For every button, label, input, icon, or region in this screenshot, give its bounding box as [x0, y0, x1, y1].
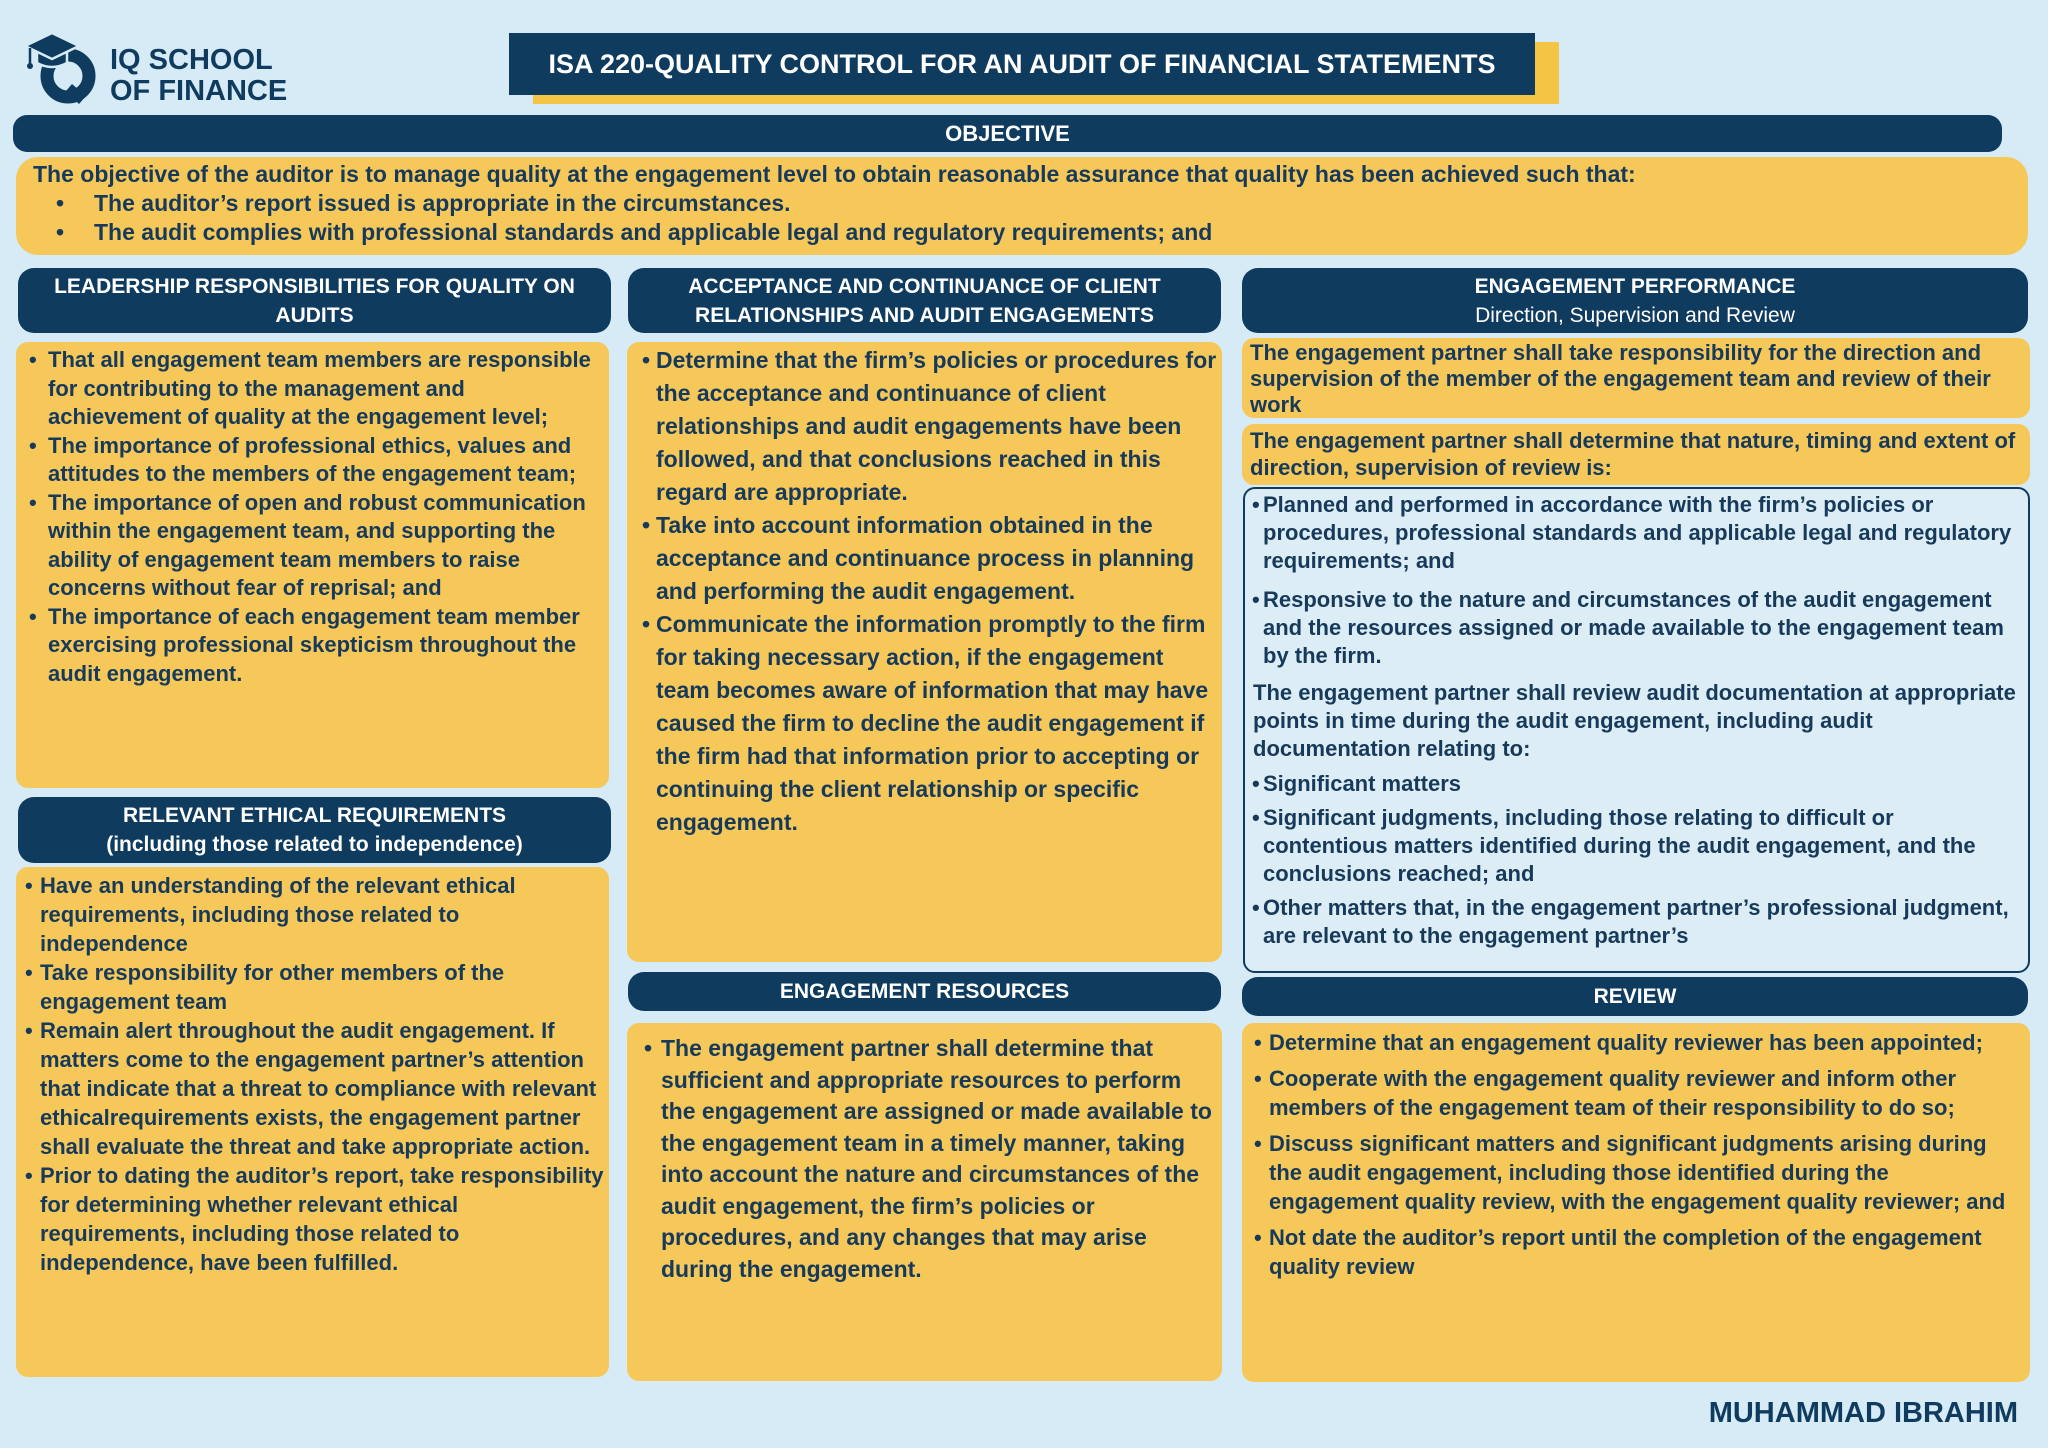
review-card [1242, 1023, 2030, 1382]
list-item: • The importance of open and robust communication within the engagement team, and supporting the ability of engagement team members to raise concerns without fear of reprisal; and [28, 489, 603, 603]
leadership-list [28, 346, 603, 688]
author-name: MUHAMMAD IBRAHIM [1708, 1397, 2018, 1429]
list-item: • The audit complies with professional standards and applicable legal and regulatory requirements; and [33, 218, 2008, 247]
review-list [1252, 1028, 2022, 1281]
ethical-list [24, 871, 605, 1277]
brand-line-1: IQ SCHOOL [110, 44, 273, 76]
list-item: • Remain alert throughout the audit engagement. If matters come to the engagement partner’s attention that indicate that a threat to compliance with relevant ethicalrequirements exists, the engagement partner shall evaluate the threat and take appropriate action. [24, 1016, 605, 1161]
list-item: • Responsive to the nature and circumstances of the audit engagement and the resources assigned or made available to the engagement team by the firm. [1251, 586, 2022, 670]
list-item: • Have an understanding of the relevant ethical requirements, including those related to independence [24, 871, 605, 958]
section-heading-line: RELATIONSHIPS AND AUDIT ENGAGEMENTS [695, 303, 1154, 327]
list-item: • Determine that the firm’s policies or procedures for the acceptance and continuance of client relationships and audit engagements have been followed, and that conclusions reached in this regard are appropriate. [639, 344, 1218, 509]
section-heading-line: (including those related to independence) [106, 833, 523, 856]
list-item: • Other matters that, in the engagement partner’s professional judgment, are relevant to the engagement partner’s [1251, 894, 2022, 950]
list-item: • Take responsibility for other members of the engagement team [24, 958, 605, 1016]
performance-responsibility-card [1242, 338, 2030, 418]
list-item: • The importance of each engagement team member exercising professional skepticism throughout the audit engagement. [28, 603, 603, 689]
brand-name [110, 45, 287, 107]
list-item: • The importance of professional ethics, values and attitudes to the members of the engagement team; [28, 432, 603, 489]
list-item: • Determine that an engagement quality reviewer has been appointed; [1252, 1028, 2022, 1057]
acceptance-list [639, 344, 1218, 839]
acceptance-header [628, 268, 1221, 333]
paragraph: The engagement partner shall determine that nature, timing and extent of direction, supervision of review is: [1250, 428, 2016, 480]
objective-list [33, 189, 2008, 247]
direction-criteria-list [1251, 491, 2022, 670]
leadership-card [16, 342, 609, 788]
performance-determination-card [1242, 424, 2030, 485]
section-heading: REVIEW [1593, 985, 1677, 1008]
list-item: • Not date the auditor’s report until the completion of the engagement quality review [1252, 1223, 2022, 1281]
list-item: • Take into account information obtained in the acceptance and continuance process in planning and performing the audit engagement. [639, 509, 1218, 608]
list-item: • The engagement partner shall determine that sufficient and appropriate resources to perform the engagement are assigned or made available to the engagement team in a timely manner, taking into account the nature and circumstances of the audit engagement, the firm’s policies or procedures, and any changes that may arise during the engagement. [641, 1033, 1214, 1285]
list-item: • Significant matters [1251, 770, 2022, 798]
performance-details-box [1243, 487, 2030, 973]
section-heading-line: AUDITS [275, 303, 354, 327]
list-item: • Significant judgments, including those relating to difficult or contentious matters identified during the audit engagement, and the conclusions reached; and [1251, 804, 2022, 888]
list-item: • Planned and performed in accordance with the firm’s policies or procedures, professional standards and applicable legal and regulatory requirements; and [1251, 491, 2022, 575]
list-item: • Prior to dating the auditor’s report, take responsibility for determining whether relevant ethical requirements, including those related to independence, have been fulfilled. [24, 1161, 605, 1277]
paragraph: The engagement partner shall review audit documentation at appropriate points in time during the audit engagement, including audit documentation relating to: [1253, 680, 2016, 761]
brand-line-2: OF FINANCE [110, 75, 288, 107]
section-subheading: Direction, Supervision and Review [1475, 303, 1795, 327]
engagement-resources-card [627, 1023, 1222, 1381]
section-heading-line: ACCEPTANCE AND CONTINUANCE OF CLIENT [688, 274, 1161, 298]
objective-header [13, 115, 2002, 152]
acceptance-card [627, 342, 1222, 962]
paragraph: The engagement partner shall take responsibility for the direction and supervision of the member of the engagement team and review of their work [1250, 340, 1991, 417]
engagement-resources-header [628, 972, 1221, 1011]
review-header [1242, 977, 2028, 1016]
ethical-requirements-card [16, 867, 609, 1377]
section-heading: ENGAGEMENT PERFORMANCE [1474, 274, 1796, 298]
resources-list [641, 1033, 1214, 1285]
objective-intro: The objective of the auditor is to manage quality at the engagement level to obtain reasonable assurance that quality has been achieved such that: [33, 161, 1636, 187]
ethical-requirements-header [18, 797, 611, 863]
list-item: • That all engagement team members are responsible for contributing to the management and achievement of quality at the engagement level; [28, 346, 603, 432]
engagement-performance-header [1242, 268, 2028, 333]
section-heading: OBJECTIVE [945, 121, 1070, 146]
list-item: • Discuss significant matters and significant judgments arising during the audit engagement, including those identified during the engagement quality review, with the engagement quality reviewer; and [1252, 1129, 2022, 1216]
section-heading-line: LEADERSHIP RESPONSIBILITIES FOR QUALITY ON [54, 274, 575, 298]
section-heading: ENGAGEMENT RESOURCES [779, 980, 1070, 1003]
section-heading-line: RELEVANT ETHICAL REQUIREMENTS [122, 804, 507, 827]
graduation-cap-q-logo-icon [22, 24, 106, 108]
list-item: • Cooperate with the engagement quality reviewer and inform other members of the engagement team of their responsibility to do so; [1252, 1064, 2022, 1122]
page-title: ISA 220-QUALITY CONTROL FOR AN AUDIT OF FINANCIAL STATEMENTS [509, 33, 1535, 95]
list-item: • Communicate the information promptly to the firm for taking necessary action, if the engagement team becomes aware of information that may have caused the firm to decline the audit engagement if the firm had that information prior to accepting or continuing the client relationship or specific engagement. [639, 608, 1218, 839]
objective-card [16, 157, 2028, 255]
documentation-list [1251, 770, 2022, 950]
leadership-header [18, 268, 611, 333]
list-item: • The auditor’s report issued is appropriate in the circumstances. [33, 189, 2008, 218]
